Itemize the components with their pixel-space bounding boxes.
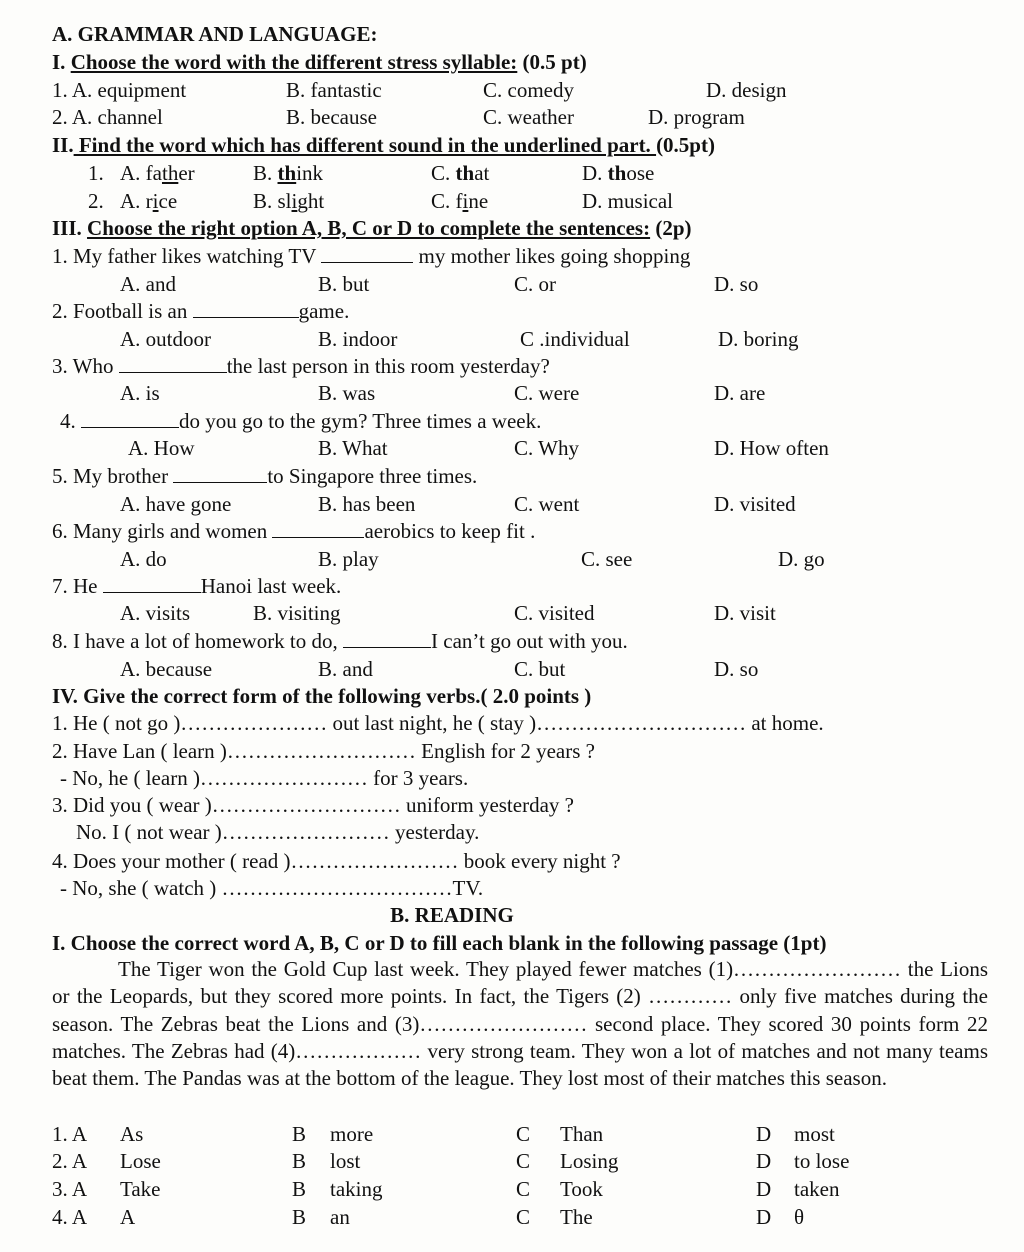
r-q3-num: 3. A bbox=[52, 1177, 88, 1201]
p1-q1-c: C. comedy bbox=[483, 78, 574, 102]
r-q4-b: an bbox=[330, 1205, 350, 1229]
p3-q7-d: D. visit bbox=[714, 601, 776, 625]
r-q3-b-letter: B bbox=[292, 1177, 307, 1201]
p4-line-5: No. I ( not wear )…………………… yesterday. bbox=[76, 820, 480, 844]
p3-q4-a: A. How bbox=[128, 436, 195, 460]
p1-q2-d: D. program bbox=[648, 105, 745, 129]
p3-q6-a: A. do bbox=[120, 547, 167, 571]
r-q4-c: The bbox=[560, 1205, 593, 1229]
r-q2-a: Lose bbox=[120, 1149, 161, 1173]
p1-q2-a: 2. A. channel bbox=[52, 105, 163, 129]
p3-q1-c: C. or bbox=[514, 272, 556, 296]
r-q2-num: 2. A bbox=[52, 1149, 88, 1173]
section-a-title: A. GRAMMAR AND LANGUAGE: bbox=[52, 22, 378, 46]
p3-q5-b: B. has been bbox=[318, 492, 416, 516]
p3-q6-stem: 6. Many girls and women aerobics to keep fit . bbox=[52, 519, 536, 543]
p3-q2-b: B. indoor bbox=[318, 327, 398, 351]
p4-line-3: - No, he ( learn )…………………… for 3 years. bbox=[60, 766, 469, 790]
part2-heading: II. Find the word which has different sound in the underlined part. (0.5pt) bbox=[52, 133, 715, 157]
p3-q6-d: D. go bbox=[778, 547, 825, 571]
p3-q4-b: B. What bbox=[318, 436, 388, 460]
r-q3-a: Take bbox=[120, 1177, 161, 1201]
r-q2-d-letter: D bbox=[756, 1149, 772, 1173]
p3-q6-b: B. play bbox=[318, 547, 379, 571]
p3-q6-c: C. see bbox=[581, 547, 633, 571]
r-q2-c: Losing bbox=[560, 1149, 619, 1173]
p3-q7-c: C. visited bbox=[514, 601, 595, 625]
p3-q2-stem: 2. Football is an game. bbox=[52, 299, 350, 323]
p3-q4-d: D. How often bbox=[714, 436, 829, 460]
p3-q3-d: D. are bbox=[714, 381, 766, 405]
p4-line-4: 3. Did you ( wear )……………………… uniform yesterday ? bbox=[52, 793, 574, 817]
p3-q8-b: B. and bbox=[318, 657, 373, 681]
p3-q2-c: C .individual bbox=[520, 327, 630, 351]
r-q4-a: A bbox=[120, 1205, 136, 1229]
p2-q2-b: B. slight bbox=[253, 189, 325, 213]
p3-q3-b: B. was bbox=[318, 381, 376, 405]
p3-q5-a: A. have gone bbox=[120, 492, 232, 516]
reading-passage: The Tiger won the Gold Cup last week. They played fewer matches (1)…………………… the Lions or the Leopards, but they scored more points. In fact, the Tigers (2) ………… only five matches during the season. The Zebras beat the Lions and (3)…………………… second place. They scored 30 points form 22 matches. The Zebras had (4)……………… very strong team. They won a lot of matches and not many teams beat them. The Pandas was at the bottom of the league. They lost most of their matches this season. bbox=[52, 957, 988, 1091]
p3-q7-stem: 7. He Hanoi last week. bbox=[52, 574, 342, 598]
p1-q1-a: 1. A. equipment bbox=[52, 78, 187, 102]
r-q4-d: θ bbox=[794, 1205, 805, 1229]
p3-q1-stem: 1. My father likes watching TV my mother likes going shopping bbox=[52, 244, 691, 268]
p3-q5-stem: 5. My brother to Singapore three times. bbox=[52, 464, 478, 488]
r-q4-d-letter: D bbox=[756, 1205, 772, 1229]
p2-q1-a: A. father bbox=[120, 161, 195, 185]
r-q2-c-letter: C bbox=[516, 1149, 531, 1173]
part3-heading: III. Choose the right option A, B, C or D to complete the sentences: (2p) bbox=[52, 216, 692, 240]
part4-heading: IV. Give the correct form of the following verbs.( 2.0 points ) bbox=[52, 684, 592, 708]
p3-q8-stem: 8. I have a lot of homework to do, I can’t go out with you. bbox=[52, 629, 628, 653]
p2-q1-d: D. those bbox=[582, 161, 655, 185]
r-q1-c-letter: C bbox=[516, 1122, 531, 1146]
p2-q2-d: D. musical bbox=[582, 189, 674, 213]
p3-q8-a: A. because bbox=[120, 657, 213, 681]
r-q3-d: taken bbox=[794, 1177, 840, 1201]
p1-q1-b: B. fantastic bbox=[286, 78, 382, 102]
p1-q1-d: D. design bbox=[706, 78, 787, 102]
p3-q4-c: C. Why bbox=[514, 436, 579, 460]
p1-q2-b: B. because bbox=[286, 105, 377, 129]
p3-q3-a: A. is bbox=[120, 381, 160, 405]
r-q1-c: Than bbox=[560, 1122, 604, 1146]
r-q3-b: taking bbox=[330, 1177, 383, 1201]
p2-q1-num: 1. bbox=[88, 161, 104, 185]
r-q4-b-letter: B bbox=[292, 1205, 307, 1229]
p2-q2-num: 2. bbox=[88, 189, 104, 213]
p3-q4-stem: 4. do you go to the gym? Three times a week. bbox=[60, 409, 542, 433]
p2-q1-c: C. that bbox=[431, 161, 490, 185]
part1-heading: I. Choose the word with the different stress syllable: (0.5 pt) bbox=[52, 50, 587, 74]
p2-q2-a: A. rice bbox=[120, 189, 178, 213]
r-q3-c: Took bbox=[560, 1177, 603, 1201]
p3-q5-d: D. visited bbox=[714, 492, 796, 516]
p4-line-1: 1. He ( not go )………………… out last night, he ( stay )………………………… at home. bbox=[52, 711, 824, 735]
p3-q2-a: A. outdoor bbox=[120, 327, 211, 351]
p3-q3-c: C. were bbox=[514, 381, 580, 405]
p4-line-2: 2. Have Lan ( learn )……………………… English for 2 years ? bbox=[52, 739, 595, 763]
r-q3-d-letter: D bbox=[756, 1177, 772, 1201]
reading-heading: I. Choose the correct word A, B, C or D to fill each blank in the following passage (1pt) bbox=[52, 931, 827, 955]
p4-line-6: 4. Does your mother ( read )…………………… book every night ? bbox=[52, 849, 621, 873]
p2-q2-c: C. fine bbox=[431, 189, 489, 213]
p4-line-7: - No, she ( watch ) ……………………………TV. bbox=[60, 876, 484, 900]
r-q2-d: to lose bbox=[794, 1149, 850, 1173]
r-q1-b-letter: B bbox=[292, 1122, 307, 1146]
p3-q1-a: A. and bbox=[120, 272, 176, 296]
p3-q1-d: D. so bbox=[714, 272, 759, 296]
r-q2-b: lost bbox=[330, 1149, 361, 1173]
r-q1-a: As bbox=[120, 1122, 144, 1146]
r-q4-num: 4. A bbox=[52, 1205, 88, 1229]
r-q1-num: 1. A bbox=[52, 1122, 88, 1146]
p3-q1-b: B. but bbox=[318, 272, 370, 296]
p3-q8-c: C. but bbox=[514, 657, 566, 681]
p3-q3-stem: 3. Who the last person in this room yesterday? bbox=[52, 354, 550, 378]
r-q2-b-letter: B bbox=[292, 1149, 307, 1173]
p3-q2-d: D. boring bbox=[718, 327, 799, 351]
section-b-title: B. READING bbox=[390, 903, 514, 927]
r-q3-c-letter: C bbox=[516, 1177, 531, 1201]
r-q1-d: most bbox=[794, 1122, 835, 1146]
p3-q7-b: B. visiting bbox=[253, 601, 341, 625]
r-q1-d-letter: D bbox=[756, 1122, 772, 1146]
p3-q5-c: C. went bbox=[514, 492, 580, 516]
r-q1-b: more bbox=[330, 1122, 374, 1146]
p3-q7-a: A. visits bbox=[120, 601, 191, 625]
r-q4-c-letter: C bbox=[516, 1205, 531, 1229]
p2-q1-b: B. think bbox=[253, 161, 324, 185]
p1-q2-c: C. weather bbox=[483, 105, 574, 129]
p3-q8-d: D. so bbox=[714, 657, 759, 681]
